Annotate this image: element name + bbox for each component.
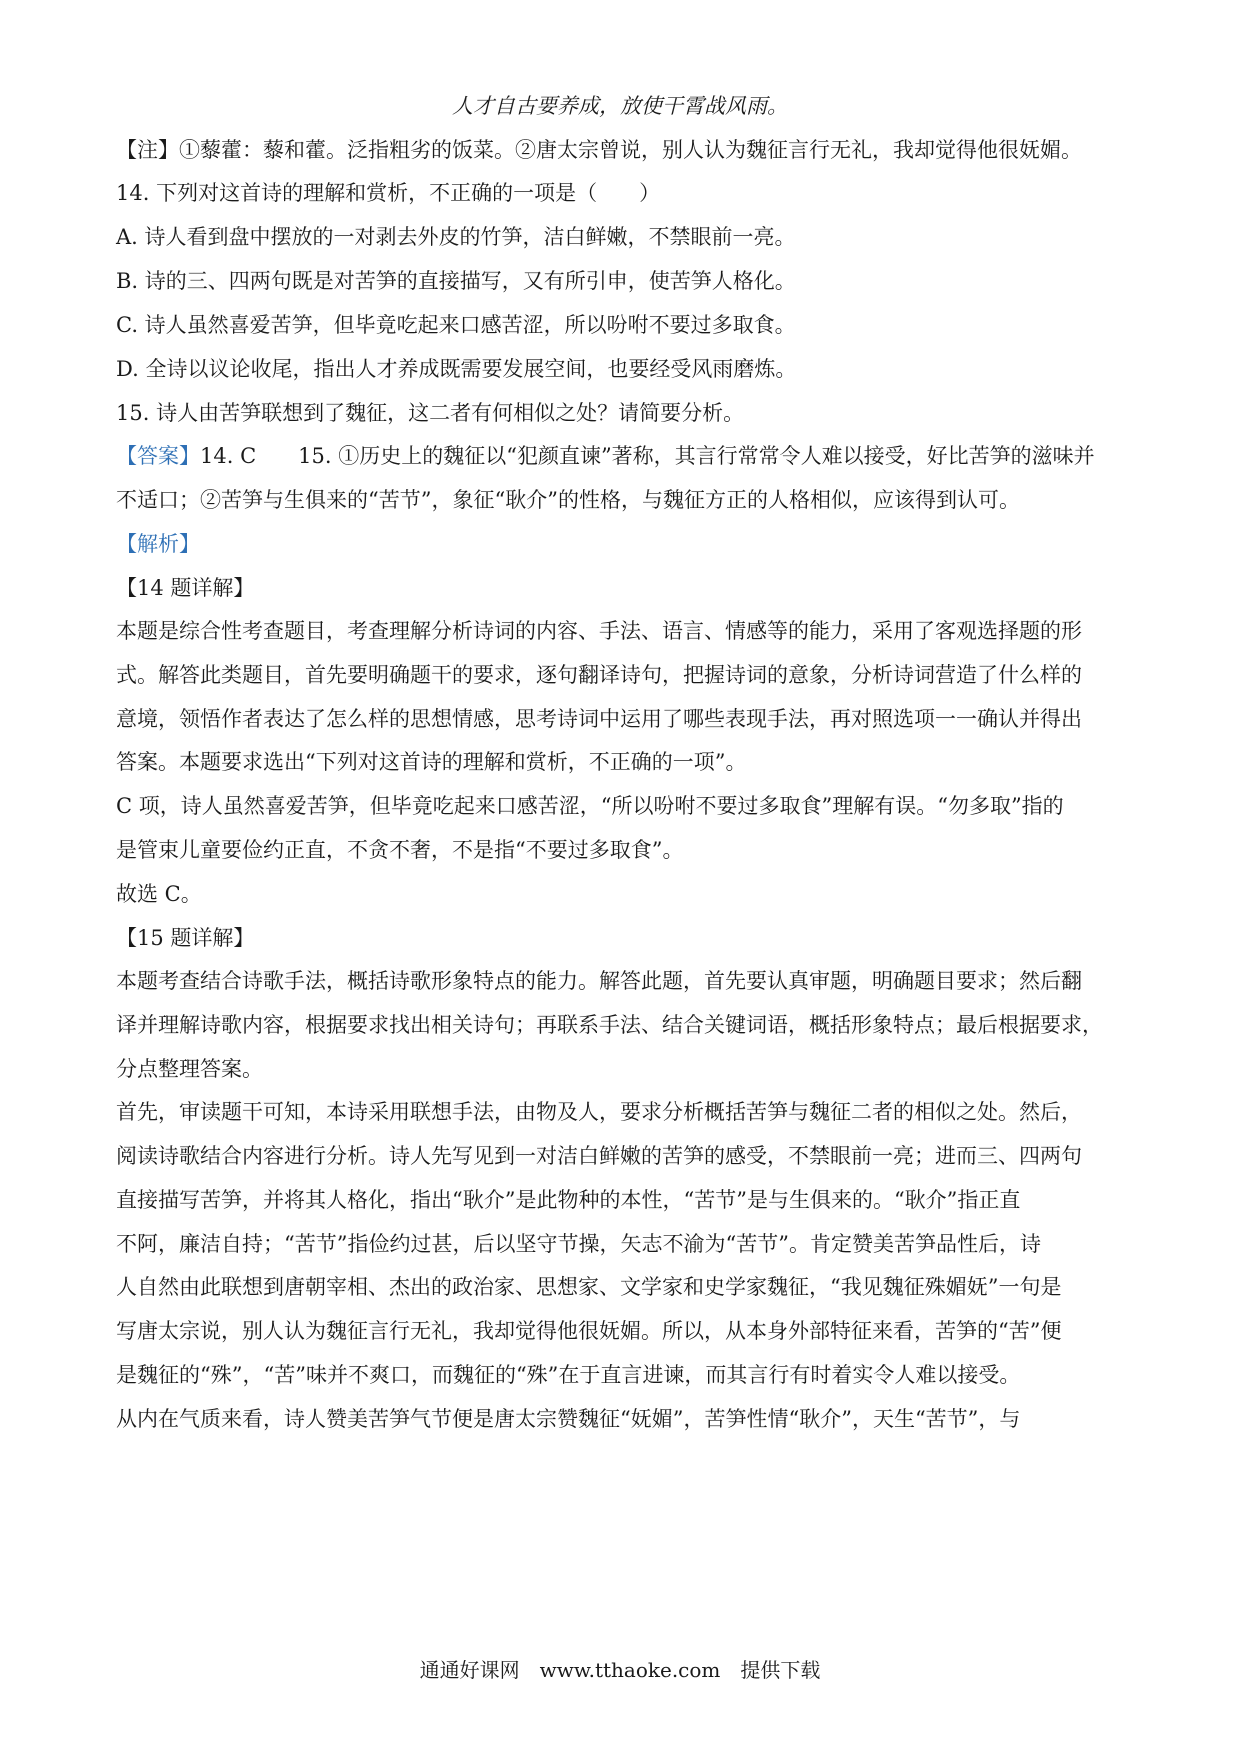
- analysis-label: 【解析】: [116, 532, 200, 556]
- detail-15-line: 直接描写苦笋，并将其人格化，指出“耿介”是此物种的本性，“苦节”是与生俱来的。“耿介”指正直: [116, 1188, 1021, 1212]
- detail-14-line: 答案。本题要求选出“下列对这首诗的理解和赏析，不正确的一项”。: [116, 750, 747, 774]
- answer-text-1: 14. C 15. ①历史上的魏征以“犯颜直谏”著称，其言行常常令人难以接受，好比苦笋的滋味并: [200, 444, 1095, 468]
- poem-line: 人才自古要养成，放使干霄战风雨。: [452, 94, 788, 118]
- detail-15-line: 译并理解诗歌内容，根据要求找出相关诗句；再联系手法、结合关键词语，概括形象特点；最后根据要求，: [116, 1013, 1103, 1037]
- detail-14-heading: 【14 题详解】: [116, 576, 255, 600]
- question-14-option-b: B. 诗的三、四两句既是对苦笋的直接描写，又有所引申，使苦笋人格化。: [116, 269, 796, 293]
- detail-15-line: 不阿，廉洁自持；“苦节”指俭约过甚，后以坚守节操，矢志不渝为“苦节”。肯定赞美苦笋品性后，诗: [116, 1232, 1041, 1256]
- detail-15-line: 人自然由此联想到唐朝宰相、杰出的政治家、思想家、文学家和史学家魏征，“我见魏征殊媚妩”一句是: [116, 1275, 1062, 1299]
- detail-15-line: 首先，审读题干可知，本诗采用联想手法，由物及人，要求分析概括苦笋与魏征二者的相似之处。然后，: [116, 1100, 1082, 1124]
- detail-15-line: 是魏征的“殊”，“苦”味并不爽口，而魏征的“殊”在于直言进谏，而其言行有时着实令人难以接受。: [116, 1363, 1021, 1387]
- detail-14-line: 式。解答此类题目，首先要明确题干的要求，逐句翻译诗句，把握诗词的意象，分析诗词营造了什么样的: [116, 663, 1082, 687]
- question-14-option-a: A. 诗人看到盘中摆放的一对剥去外皮的竹笋，洁白鲜嫩，不禁眼前一亮。: [116, 225, 796, 249]
- question-15-stem: 15. 诗人由苦笋联想到了魏征，这二者有何相似之处？请简要分析。: [116, 401, 745, 425]
- detail-15-line: 阅读诗歌结合内容进行分析。诗人先写见到一对洁白鲜嫩的苦笋的感受，不禁眼前一亮；进而三、四两句: [116, 1144, 1082, 1168]
- page-footer: 通通好课网 www.tthaoke.com 提供下载: [419, 1658, 821, 1682]
- note: 【注】①藜藿：藜和藿。泛指粗劣的饭菜。②唐太宗曾说，别人认为魏征言行无礼，我却觉得他很妩媚。: [116, 138, 1082, 162]
- detail-14-conclusion: 故选 C。: [116, 882, 202, 906]
- question-14-option-d: D. 全诗以议论收尾，指出人才养成既需要发展空间，也要经受风雨磨炼。: [116, 357, 797, 381]
- detail-15-line: 本题考查结合诗歌手法，概括诗歌形象特点的能力。解答此题，首先要认真审题，明确题目要求；然后翻: [116, 969, 1082, 993]
- question-14-option-c: C. 诗人虽然喜爱苦笋，但毕竟吃起来口感苦涩，所以吩咐不要过多取食。: [116, 313, 796, 337]
- answer-line-1: [116, 441, 1136, 471]
- answer-label: 【答案】: [116, 444, 200, 468]
- detail-15-line: 写唐太宗说，别人认为魏征言行无礼，我却觉得他很妩媚。所以，从本身外部特征来看，苦笋的“苦”便: [116, 1319, 1062, 1343]
- detail-15-line: 分点整理答案。: [116, 1057, 263, 1081]
- detail-15-heading: 【15 题详解】: [116, 926, 255, 950]
- question-14-stem: 14. 下列对这首诗的理解和赏析，不正确的一项是（ ）: [116, 181, 661, 205]
- detail-14-line: 本题是综合性考查题目，考查理解分析诗词的内容、手法、语言、情感等的能力，采用了客观选择题的形: [116, 619, 1082, 643]
- detail-15-line: 从内在气质来看，诗人赞美苦笋气节便是唐太宗赞魏征“妩媚”，苦笋性情“耿介”，天生“苦节”，与: [116, 1407, 1021, 1431]
- detail-14-line: C 项，诗人虽然喜爱苦笋，但毕竟吃起来口感苦涩，“所以吩咐不要过多取食”理解有误。“勿多取”指的: [116, 794, 1064, 818]
- detail-14-line: 意境，领悟作者表达了怎么样的思想情感，思考诗词中运用了哪些表现手法，再对照选项一一确认并得出: [116, 707, 1082, 731]
- detail-14-line: 是管束儿童要俭约正直，不贪不奢，不是指“不要过多取食”。: [116, 838, 684, 862]
- answer-line-2: 不适口；②苦笋与生俱来的“苦节”，象征“耿介”的性格，与魏征方正的人格相似，应该得到认可。: [116, 488, 1020, 512]
